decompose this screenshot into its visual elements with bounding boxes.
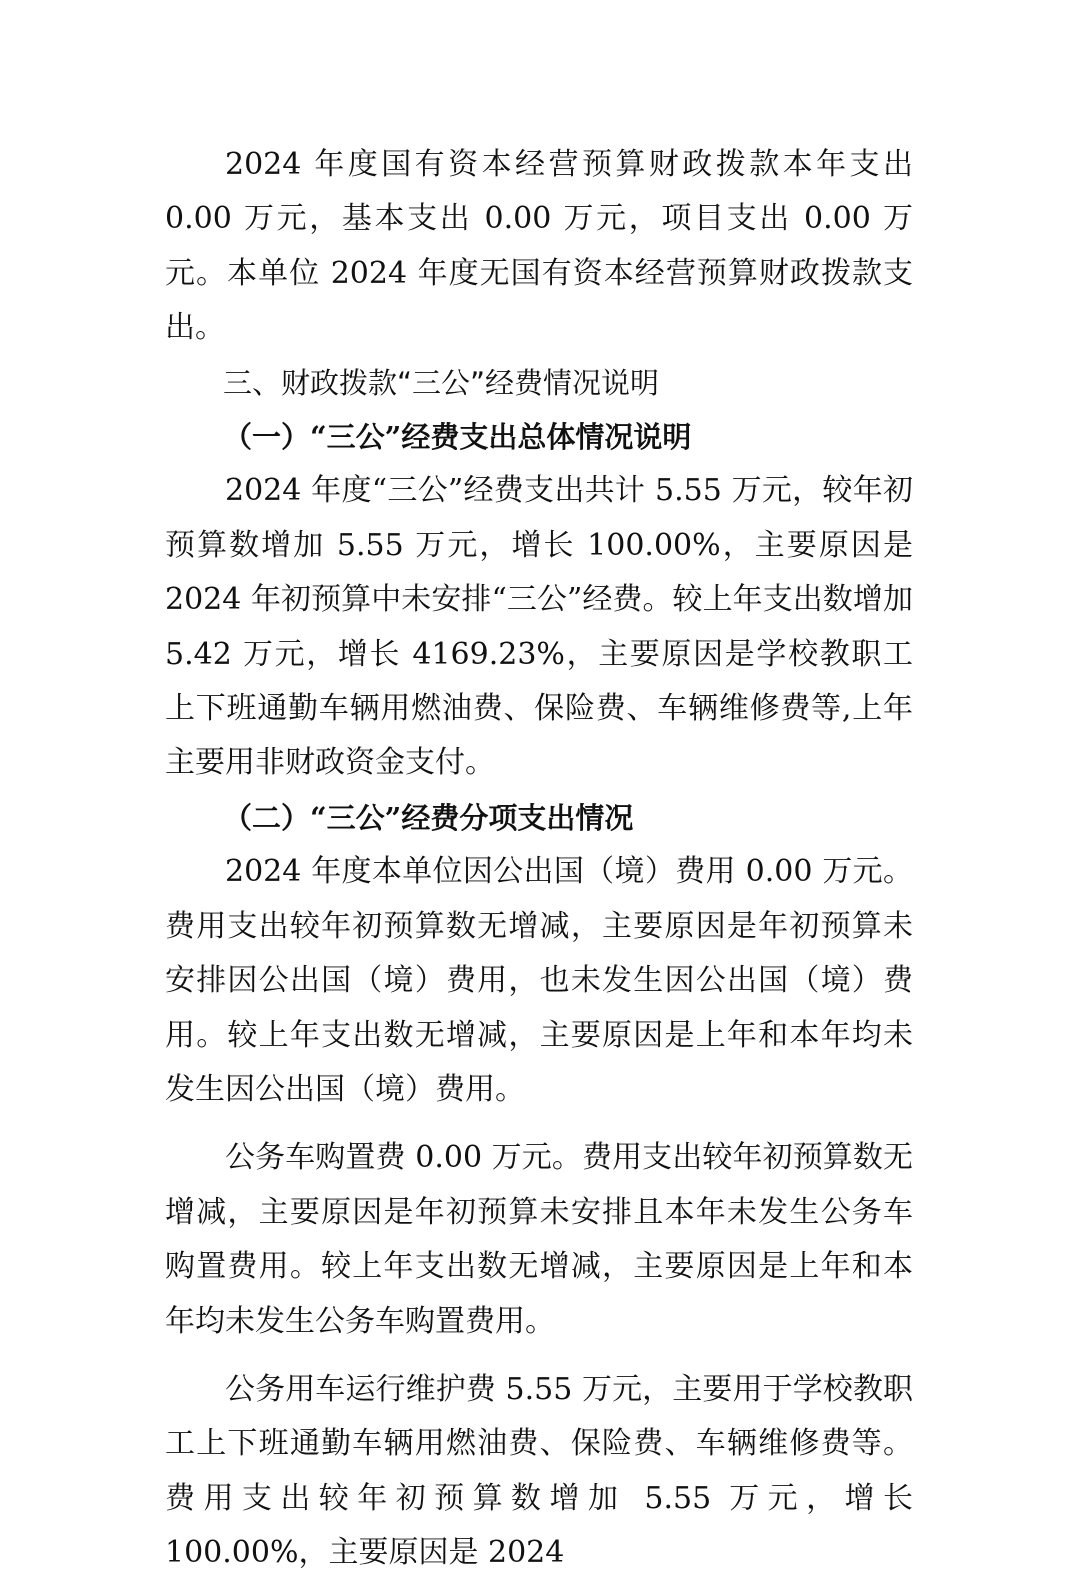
- subsection-heading-itemized: （二）“三公”经费分项支出情况: [223, 800, 634, 835]
- paragraph-overseas-travel: 2024 年度本单位因公出国（境）费用 0.00 万元。费用支出较年初预算数无增减，主要原因是年初预算未安排因公出国（境）费用，也未发生因公出国（境）费用。较上年支出数无增减，主要原因是上年和本年均未发生因公出国（境）费用。: [165, 854, 913, 1107]
- paragraph-vehicle-purchase: 公务车购置费 0.00 万元。费用支出较年初预算数无增减，主要原因是年初预算未安排且本年未发生公务车购置费用。较上年支出数无增减，主要原因是上年和本年均未发生公务车购置费用。: [165, 1140, 913, 1339]
- document-body: [165, 138, 913, 1581]
- paragraph-overall-expenditure: 2024 年度“三公”经费支出共计 5.55 万元，较年初预算数增加 5.55 万元，增长 100.00%，主要原因是 2024 年初预算中未安排“三公”经费。较上年支出数增加 5.42 万元，增长 4169.23%，主要原因是学校教职工上下班通勤车辆用燃油费、保险费、车辆维修费等,上年主要用非财政资金支付。: [165, 473, 913, 781]
- paragraph-state-capital-budget: 2024 年度国有资本经营预算财政拨款本年支出 0.00 万元，基本支出 0.00 万元，项目支出 0.00 万元。本单位 2024 年度无国有资本经营预算财政拨款支出。: [165, 147, 913, 346]
- subsection-heading-overall: （一）“三公”经费支出总体情况说明: [223, 420, 692, 455]
- section-heading-three-public-funds: 三、财政拨款“三公”经费情况说明: [223, 365, 660, 400]
- paragraph-vehicle-maintenance: 公务用车运行维护费 5.55 万元，主要用于学校教职工上下班通勤车辆用燃油费、保险费、车辆维修费等。费用支出较年初预算数增加 5.55 万元，增长 100.00%，主要原因是 2024: [165, 1371, 913, 1571]
